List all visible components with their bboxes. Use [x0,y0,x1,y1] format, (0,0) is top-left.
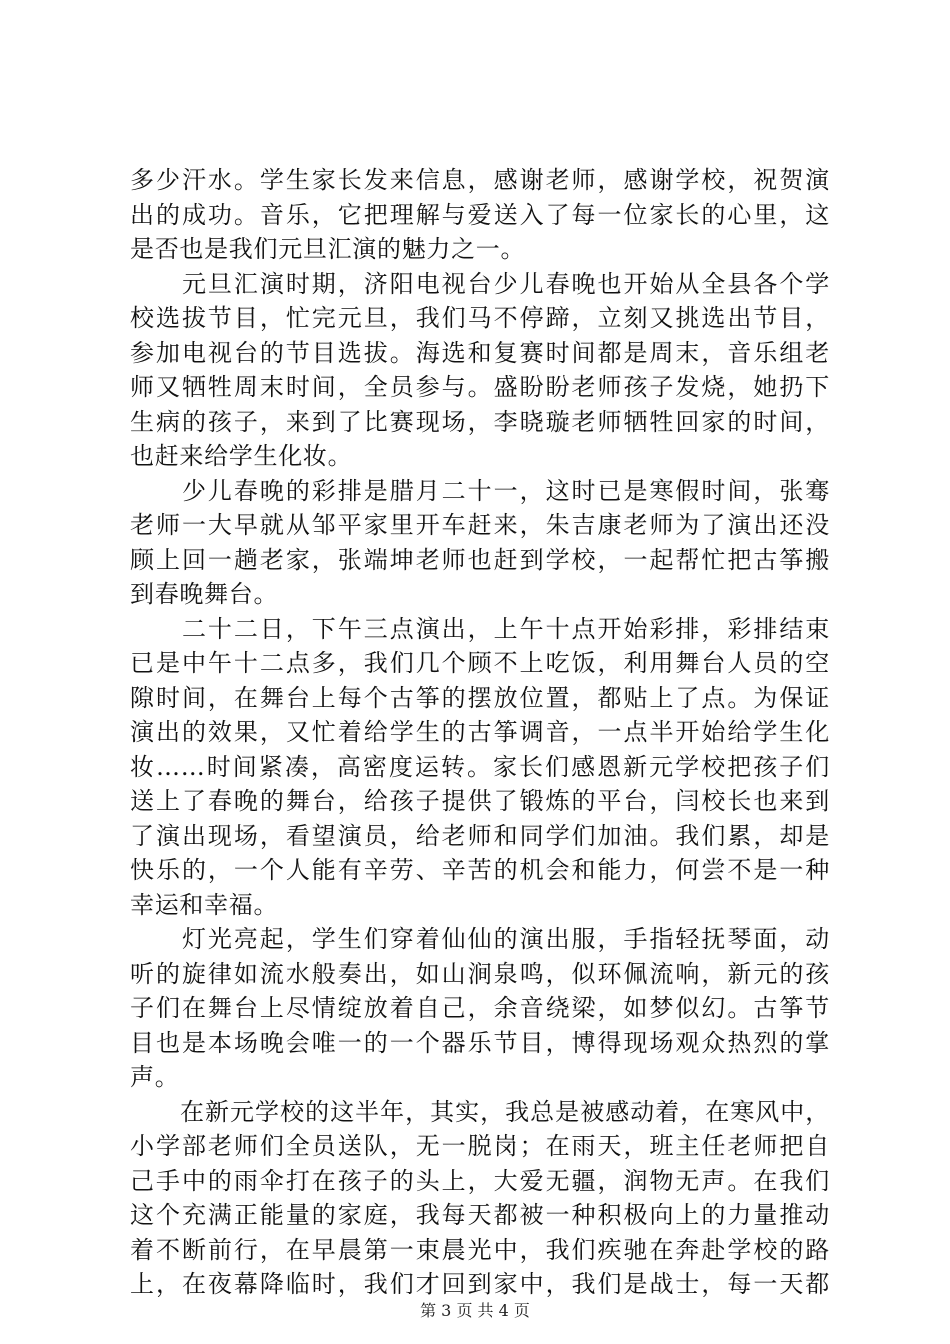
text-line: 少儿春晚的彩排是腊月二十一，这时已是寒假时间，张骞 [130,476,830,505]
text-line: 师又牺牲周末时间，全员参与。盛盼盼老师孩子发烧，她扔下 [130,373,830,401]
text-line: 在新元学校的这半年，其实，我总是被感动着，在寒风中， [130,1097,830,1126]
text-line: 生病的孩子，来到了比赛现场，李晓璇老师牺牲回家的时间， [130,407,830,436]
text-line: 也赶来给学生化妆。 [130,442,353,470]
text-line: 老师一大早就从邹平家里开车赶来，朱吉康老师为了演出还没 [130,511,830,539]
text-line: 子们在舞台上尽情绽放着自己，余音绕梁，如梦似幻。古筝节 [130,994,830,1022]
text-line: 这个充满正能量的家庭，我每天都被一种积极向上的力量推动 [130,1201,830,1229]
text-line: 二十二日，下午三点演出，上午十点开始彩排，彩排结束 [130,614,830,643]
text-line: 顾上回一趟老家，张端坤老师也赶到学校，一起帮忙把古筝搬 [130,545,830,574]
text-line: 目也是本场晚会唯一的一个器乐节目，博得现场观众热烈的掌 [130,1028,830,1057]
text-line: 声。 [130,1063,180,1091]
text-line: 快乐的，一个人能有辛劳、辛苦的机会和能力，何尝不是一种 [130,856,830,884]
text-line: 隙时间，在舞台上每个古筝的摆放位置，都贴上了点。为保证 [130,683,830,712]
text-line: 演出的效果，又忙着给学生的古筝调音，一点半开始给学生化 [130,718,830,746]
text-line: 参加电视台的节目选拔。海选和复赛时间都是周末，音乐组老 [130,338,830,367]
text-line: 多少汗水。学生家长发来信息，感谢老师，感谢学校，祝贺演 [130,166,830,194]
text-line: 上，在夜幕降临时，我们才回到家中，我们是战士，每一天都 [130,1270,830,1298]
text-line: 校选拔节目，忙完元旦，我们马不停蹄，立刻又挑选出节目， [130,304,830,332]
text-line: 灯光亮起，学生们穿着仙仙的演出服，手指轻抚琴面，动 [130,925,830,953]
text-line: 已是中午十二点多，我们几个顾不上吃饭，利用舞台人员的空 [130,649,830,677]
page-number-footer: 第 3 页 共 4 页 [420,1301,530,1320]
text-line: 元旦汇演时期，济阳电视台少儿春晚也开始从全县各个学 [130,269,830,298]
text-line: 妆……时间紧凑，高密度运转。家长们感恩新元学校把孩子们 [130,752,830,781]
document-body [130,163,830,1302]
text-line: 己手中的雨伞打在孩子的头上，大爱无疆，润物无声。在我们 [130,1166,830,1195]
text-line: 听的旋律如流水般奏出，如山涧泉鸣，似环佩流响，新元的孩 [130,959,830,988]
text-line: 到春晚舞台。 [130,580,279,608]
text-line: 了演出现场，看望演员，给老师和同学们加油。我们累，却是 [130,821,830,850]
text-line: 是否也是我们元旦汇演的魅力之一。 [130,235,526,263]
text-line: 着不断前行，在早晨第一束晨光中，我们疾驰在奔赴学校的路 [130,1235,830,1264]
text-line: 出的成功。音乐，它把理解与爱送入了每一位家长的心里，这 [130,200,830,229]
text-line: 小学部老师们全员送队，无一脱岗；在雨天，班主任老师把自 [130,1132,830,1160]
text-line: 幸运和幸福。 [130,890,279,919]
text-line: 送上了春晚的舞台，给孩子提供了锻炼的平台，闫校长也来到 [130,787,830,815]
